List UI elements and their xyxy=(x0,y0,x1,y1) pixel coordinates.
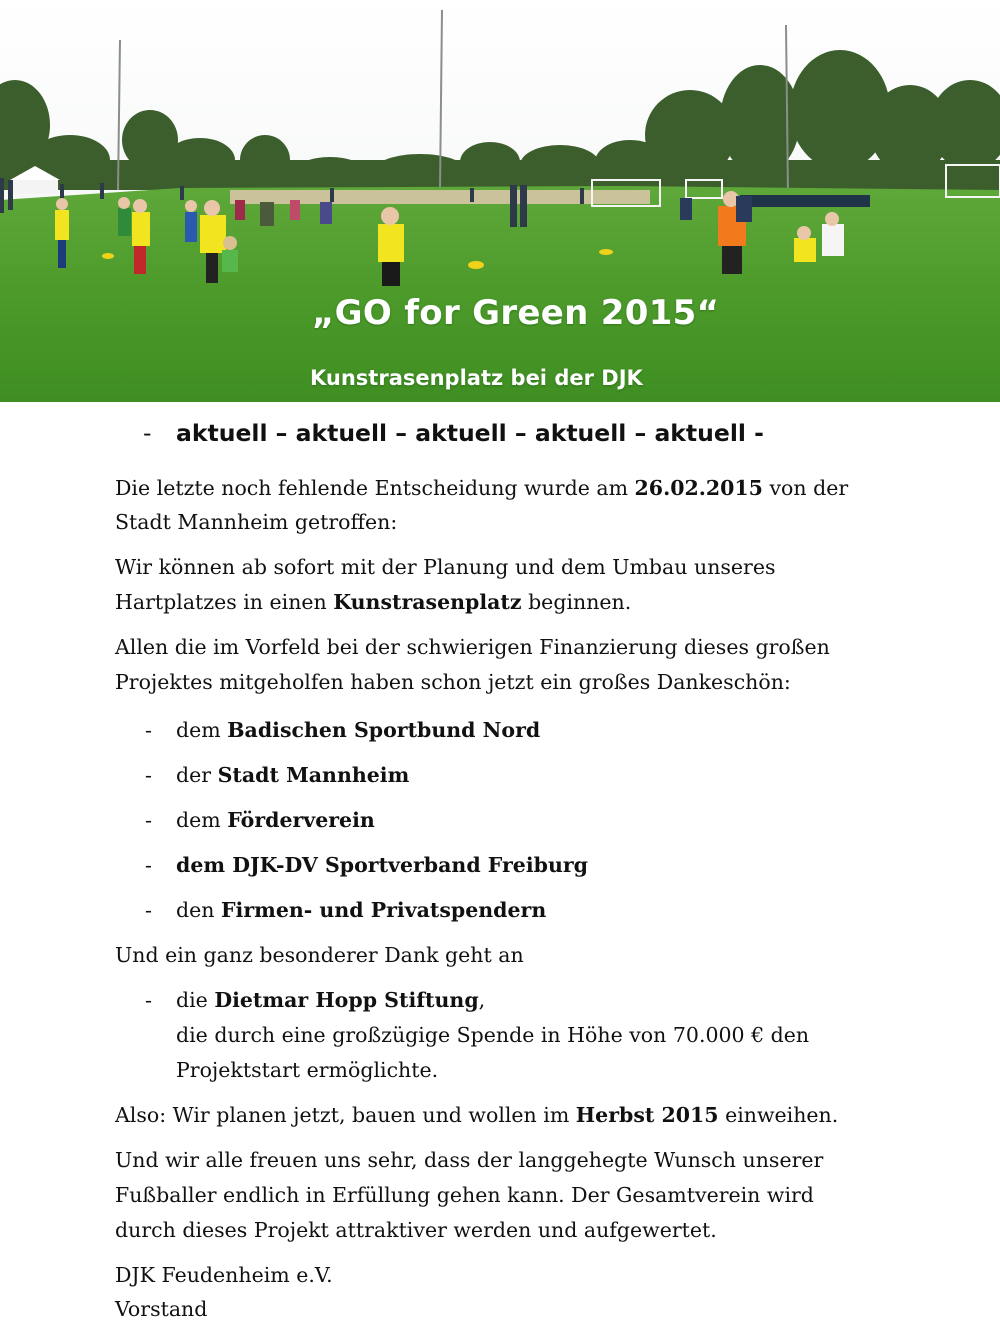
banner-title: „GO for Green 2015“ xyxy=(312,293,720,333)
thanks-list-item xyxy=(145,848,588,883)
thanks-intro-line-1: Allen die im Vorfeld bei der schwierigen Finanzierung dieses großen xyxy=(115,635,830,659)
plan-line xyxy=(115,1098,838,1133)
highlight-text: Stadt Mannheim xyxy=(217,763,410,787)
decision-date: 26.02.2015 xyxy=(634,476,763,500)
thanks-list-item xyxy=(145,713,540,748)
signature-role: Vorstand xyxy=(115,1297,208,1321)
list-dash: - xyxy=(145,988,152,1012)
highlight-text: dem DJK-DV Sportverband Freiburg xyxy=(176,853,589,877)
banner-subtitle: Kunstrasenplatz bei der DJK xyxy=(310,366,643,390)
closing-line-2: Fußballer endlich in Erfüllung gehen kann. Der Gesamtverein wird xyxy=(115,1183,814,1207)
text-segment: dem xyxy=(176,718,228,742)
highlight-text: Firmen- und Privatspendern xyxy=(220,898,547,922)
list-dash: - xyxy=(143,419,152,447)
text-segment: Die letzte noch fehlende Entscheidung wurde am xyxy=(115,476,635,500)
list-dash: - xyxy=(145,718,152,742)
text-segment: einweihen. xyxy=(718,1103,839,1127)
news-headline-text: aktuell – aktuell – aktuell – aktuell – aktuell - xyxy=(176,419,764,447)
planning-line-2 xyxy=(115,585,631,620)
text-segment: von der xyxy=(762,476,849,500)
list-dash: - xyxy=(145,763,152,787)
special-thanks-line-2: die durch eine großzügige Spende in Höhe von 70.000 € den xyxy=(176,1023,810,1047)
closing-line-1: Und wir alle freuen uns sehr, dass der langgehegte Wunsch unserer xyxy=(115,1148,824,1172)
intro-line-1 xyxy=(115,471,848,506)
special-thanks-line-3: Projektstart ermöglichte. xyxy=(176,1058,439,1082)
closing-line-3: durch dieses Projekt attraktiver werden und aufgewertet. xyxy=(115,1218,717,1242)
text-segment: die xyxy=(176,988,215,1012)
news-headline xyxy=(143,419,764,447)
text-segment: Also: Wir planen jetzt, bauen und wollen im xyxy=(115,1103,576,1127)
thanks-intro-line-2: Projektes mitgeholfen haben schon jetzt ein großes Dankeschön: xyxy=(115,670,791,694)
thanks-list-item xyxy=(145,893,546,928)
highlight-text: Herbst 2015 xyxy=(575,1103,719,1127)
highlight-text: Förderverein xyxy=(227,808,375,832)
thanks-list-item xyxy=(145,758,409,793)
intro-line-2: Stadt Mannheim getroffen: xyxy=(115,510,398,534)
text-segment: den xyxy=(176,898,221,922)
soccer-field-photo xyxy=(0,0,1000,402)
banner xyxy=(0,0,1000,402)
planning-line-1: Wir können ab sofort mit der Planung und dem Umbau unseres xyxy=(115,555,776,579)
text-segment: dem xyxy=(176,808,228,832)
text-segment: der xyxy=(176,763,218,787)
list-dash: - xyxy=(145,898,152,922)
list-dash: - xyxy=(145,808,152,832)
highlight-text: Badischen Sportbund Nord xyxy=(227,718,541,742)
special-thanks-intro: Und ein ganz besonderer Dank geht an xyxy=(115,943,524,967)
signature-org: DJK Feudenheim e.V. xyxy=(115,1263,333,1287)
text-segment: Hartplatzes in einen xyxy=(115,590,334,614)
text-segment: beginnen. xyxy=(521,590,632,614)
highlight-text: Dietmar Hopp Stiftung xyxy=(214,988,479,1012)
thanks-list-item xyxy=(145,803,375,838)
highlight-text: Kunstrasenplatz xyxy=(333,590,522,614)
text-segment: , xyxy=(478,988,486,1012)
special-thanks-item xyxy=(145,983,485,1018)
list-dash: - xyxy=(145,853,152,877)
